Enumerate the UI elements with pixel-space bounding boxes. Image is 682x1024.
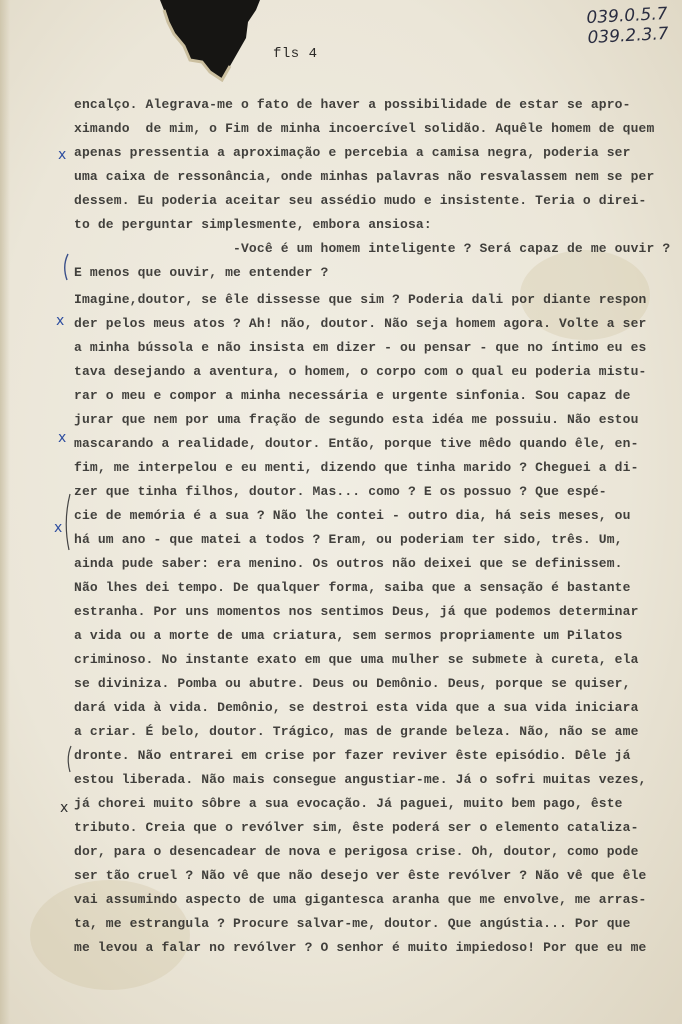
text-line: estranha. Por uns momentos nos sentimos Deus, já que podemos determinar bbox=[74, 604, 639, 619]
text-line: jurar que nem por uma fração de segundo esta idéa me possuiu. Não estou bbox=[74, 412, 639, 427]
text-line: E menos que ouvir, me entender ? bbox=[74, 265, 329, 280]
text-line: ser tão cruel ? Não vê que não desejo ver êste revólver ? Não vê que êle bbox=[74, 868, 647, 883]
text-line: a minha bússola e não insista em dizer - ou pensar - que no íntimo eu es bbox=[74, 340, 647, 355]
text-line: encalço. Alegrava-me o fato de haver a possibilidade de estar se apro- bbox=[74, 97, 631, 112]
text-line: rar o meu e compor a minha necessária e urgente sinfonia. Sou capaz de bbox=[74, 388, 631, 403]
torn-hole-top bbox=[160, 0, 260, 82]
text-line: dor, para o desencadear de nova e perigosa crise. Oh, doutor, como pode bbox=[74, 844, 639, 859]
margin-bracket bbox=[64, 744, 74, 774]
text-line: ximando de mim, o Fim de minha incoercível solidão. Aquêle homem de quem bbox=[74, 121, 655, 136]
archive-code-annotation bbox=[586, 4, 669, 48]
text-line: a vida ou a morte de uma criatura, sem sermos propriamente um Pilatos bbox=[74, 628, 623, 643]
margin-mark: x bbox=[56, 313, 65, 329]
text-line: tributo. Creia que o revólver sim, êste poderá ser o elemento cataliza- bbox=[74, 820, 639, 835]
text-line: criminoso. No instante exato em que uma mulher se submete à cureta, ela bbox=[74, 652, 639, 667]
margin-mark: x bbox=[58, 430, 67, 446]
text-line: a criar. É belo, doutor. Trágico, mas de grande beleza. Não, não se ame bbox=[74, 724, 639, 739]
text-line: há um ano - que matei a todos ? Eram, ou poderiam ter sido, três. Um, bbox=[74, 532, 623, 547]
margin-bracket bbox=[62, 492, 72, 552]
text-line: mascarando a realidade, doutor. Então, porque tive mêdo quando êle, en- bbox=[74, 436, 639, 451]
text-line: vai assumindo aspecto de uma gigantesca aranha que me envolve, me arras- bbox=[74, 892, 647, 907]
text-line: der pelos meus atos ? Ah! não, doutor. Não seja homem agora. Volte a ser bbox=[74, 316, 647, 331]
archive-code-1: 039.0.5.7 bbox=[585, 3, 668, 29]
text-line: cie de memória é a sua ? Não lhe contei - outro dia, há seis meses, ou bbox=[74, 508, 631, 523]
text-line: ta, me estrangula ? Procure salvar-me, doutor. Que angústia... Por que bbox=[74, 916, 631, 931]
margin-mark: x bbox=[58, 147, 67, 163]
text-line: dronte. Não entrarei em crise por fazer reviver êste episódio. Dêle já bbox=[74, 748, 631, 763]
text-line: uma caixa de ressonância, onde minhas palavras não resvalassem nem se per bbox=[74, 169, 655, 184]
text-line: fim, me interpelou e eu menti, dizendo que tinha marido ? Cheguei a di- bbox=[74, 460, 639, 475]
margin-bracket bbox=[60, 252, 70, 282]
text-line: dessem. Eu poderia aceitar seu assédio mudo e insistente. Teria o direi- bbox=[74, 193, 647, 208]
margin-mark: x bbox=[60, 800, 69, 816]
text-line: me levou a falar no revólver ? O senhor é muito impiedoso! Por que eu me bbox=[74, 940, 647, 955]
text-line: tava desejando a aventura, o homem, o corpo com o qual eu poderia mistu- bbox=[74, 364, 647, 379]
text-line: dará vida à vida. Demônio, se destroi esta vida que a sua vida iniciara bbox=[74, 700, 639, 715]
text-line: Não lhes dei tempo. De qualquer forma, saiba que a sensação é bastante bbox=[74, 580, 631, 595]
text-line: ainda pude saber: era menino. Os outros não deixei que se definissem. bbox=[74, 556, 623, 571]
text-line: -Você é um homem inteligente ? Será capaz de me ouvir ? bbox=[74, 241, 671, 256]
text-line: zer que tinha filhos, doutor. Mas... como ? E os possuo ? Que espé- bbox=[74, 484, 607, 499]
folio-number: fls 4 bbox=[273, 46, 318, 62]
archive-code-2: 039.2.3.7 bbox=[586, 23, 669, 49]
text-line: se diviniza. Pomba ou abutre. Deus ou Demônio. Deus, porque se quiser, bbox=[74, 676, 631, 691]
text-line: Imagine,doutor, se êle dissesse que sim ? Poderia dali por diante respon bbox=[74, 292, 647, 307]
text-line: já chorei muito sôbre a sua evocação. Já paguei, muito bem pago, êste bbox=[74, 796, 623, 811]
margin-mark: x bbox=[54, 520, 63, 536]
text-line: apenas pressentia a aproximação e percebia a camisa negra, poderia ser bbox=[74, 145, 631, 160]
text-line: to de perguntar simplesmente, embora ansiosa: bbox=[74, 217, 432, 232]
paper-edge-shadow bbox=[0, 0, 10, 1024]
text-line: estou liberada. Não mais consegue angustiar-me. Já o sofri muitas vezes, bbox=[74, 772, 647, 787]
